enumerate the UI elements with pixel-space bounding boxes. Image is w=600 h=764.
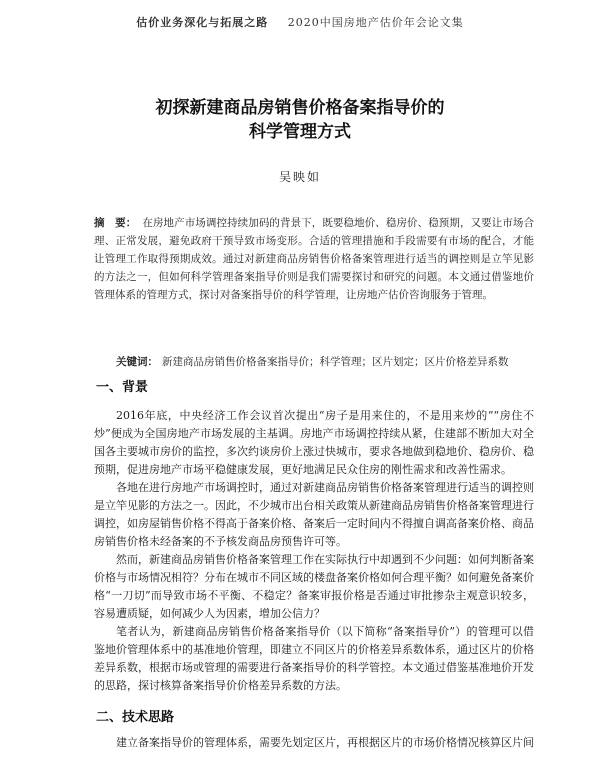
- running-header: [0, 14, 600, 30]
- paragraph: 建立备案指导价的管理体系，需要先划定区片，再根据区片的市场价格情况核算区片间: [116, 736, 534, 749]
- keywords-label: 关键词：: [116, 356, 158, 368]
- paragraph: 2016年底，中央经济工作会议首次提出“房子是用来住的，不是用来炒的”“房住不炒”便成为全国房地产市场发展的主基调。房地产市场调控持续从紧，住建部不断加大对全国各主要城市房价的监控，多次约谈房价上涨过快城市，要求各地做到稳地价、稳房价、稳预期，促进房地产市场平稳健康发展，更好地满足民众住房的刚性需求和改善性需求。: [94, 409, 534, 476]
- author-name: 吴映如: [278, 170, 321, 184]
- paper-title: [0, 96, 600, 144]
- section-heading-technical-approach: 二、技术思路: [96, 710, 175, 725]
- running-header-left: 估价业务深化与拓展之路: [136, 16, 269, 29]
- keywords: [116, 353, 546, 371]
- paragraph: 笔者认为，新建商品房销售价格备案指导价（以下简称“备案指导价”）的管理可以借鉴地价管理体系中的基准地价管理，即建立不同区片的价格差异系数体系，通过区片的价格差异系数，根据市场或管理的需要进行备案指导价的科学管控。本文通过借鉴基准地价开发的思路，探讨核算备案指导价价格差异系数的方法。: [94, 625, 534, 692]
- paragraph: 然而，新建商品房销售价格备案管理工作在实际执行中却遇到不少问题：如何判断备案价格与市场情况相符？分布在城市不同区域的楼盘备案价格如何合理平衡？如何避免备案价格“一刀切”而导致市场不平衡、不稳定？备案审报价格是否通过审批掺杂主观意识较多，容易遭质疑，如何减少人为因素，增加公信力？: [94, 553, 534, 620]
- section-background-body: [94, 407, 534, 695]
- section-heading-background: 一、背景: [96, 380, 149, 395]
- abstract-label: 摘 要：: [94, 217, 137, 229]
- paper-title-line-2: 科学管理方式: [249, 122, 351, 142]
- abstract-text: 在房地产市场调控持续加码的背景下，既要稳地价、稳房价、稳预期，又要让市场合理、正常发展，避免政府干预导致市场变形。合适的管理措施和手段需要有市场的配合，才能让管理工作取得预期成效。通过对新建商品房销售价格备案管理进行适当的调控则是立竿见影的方法之一，但如何科学管理备案指导价则是我们需要探讨和研究的问题。本文通过借鉴地价管理体系的管理方式，探讨对备案指导价的科学管理，让房地产估价咨询服务于管理。: [94, 217, 535, 301]
- paragraph: 各地在进行房地产市场调控时，通过对新建商品房销售价格备案管理进行适当的调控则是立竿见影的方法之一。因此，不少城市出台相关政策从新建商品房销售价格备案管理进行调控，如房屋销售价格不得高于备案价格、备案后一定时间内不得擅自调高备案价格、商品房销售价格未经备案的不予核发商品房预售许可等。: [94, 481, 534, 548]
- abstract: [94, 214, 534, 304]
- paper-title-line-1: 初探新建商品房销售价格备案指导价的: [155, 98, 445, 118]
- running-header-right: 2020中国房地产估价年会论文集: [287, 16, 464, 29]
- keywords-text: 新建商品房销售价格备案指导价；科学管理；区片划定；区片价格差异系数: [162, 356, 509, 368]
- section-technical-approach-body: [94, 734, 534, 752]
